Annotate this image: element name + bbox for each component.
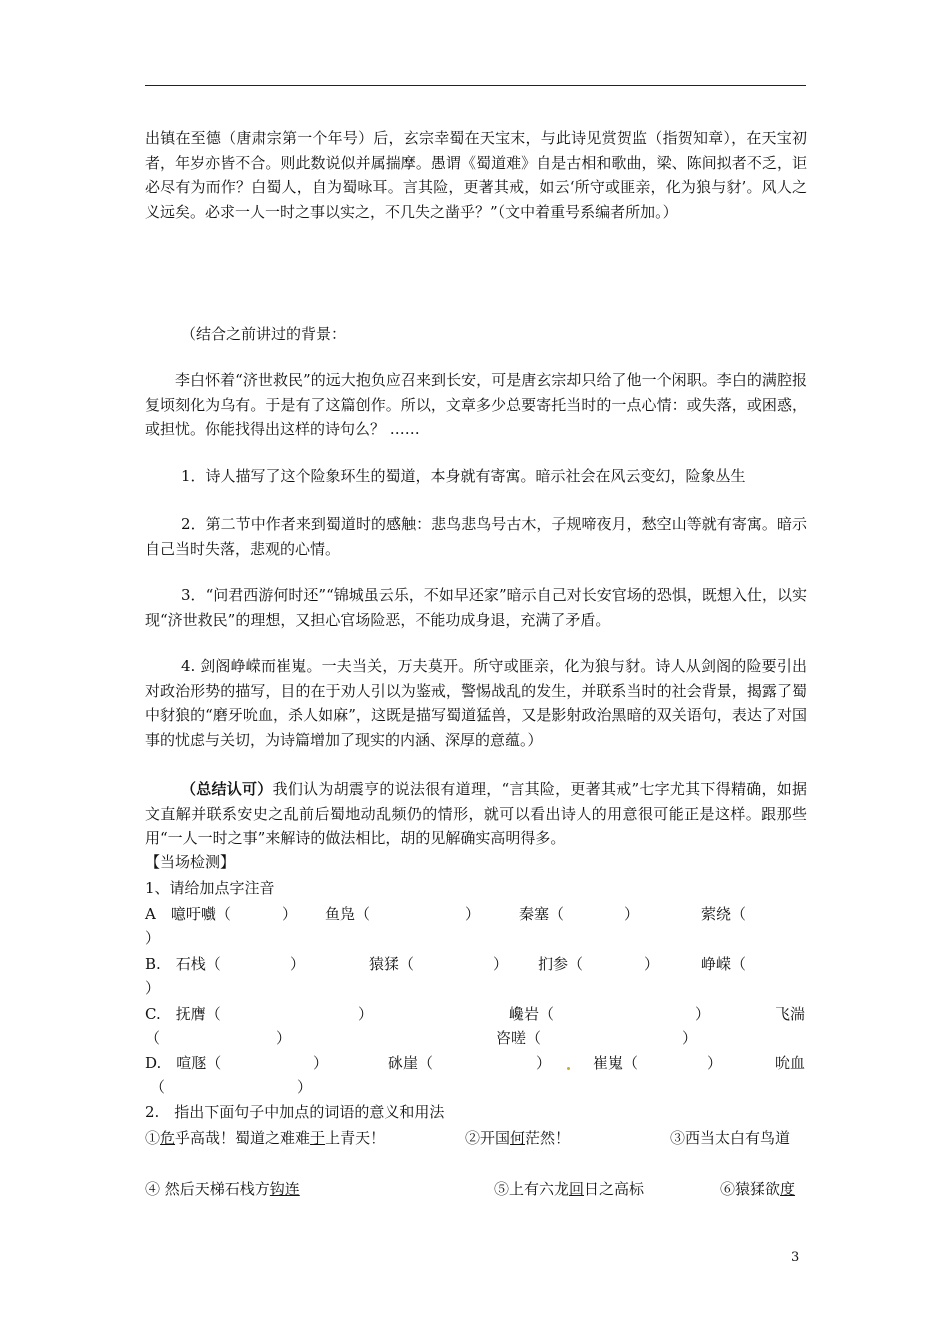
q2-item-5 — [494, 1179, 644, 1199]
point-1 — [145, 464, 807, 489]
q2-item-5-post: 日之高标 — [584, 1180, 645, 1198]
point-4-text: 4. 剑阁峥嵘而崔嵬。一夫当关，万夫莫开。所守或匪亲，化为狼与豺。诗人从剑阁的险要引出对政治形势的描写，目的在于劝人引以为鉴戒，警惕战乱的发生，并联系当时的社会背景，揭露了蜀中豺狼的“磨牙吮血，杀人如麻”，这既是描写蜀道猛兽，又是影射政治黑暗的双关语句，表达了对国事的忧虑与关切，为诗篇增加了现实的内涵、深厚的意蕴。） — [145, 657, 807, 749]
q1-title: 1、请给加点字注音 — [145, 879, 275, 897]
q1-rowC-item2: 巉岩（ — [509, 1005, 555, 1023]
q1-rowD-item4: 吮血 — [775, 1054, 806, 1072]
q1-rowD-item2: 砯崖（ — [388, 1054, 434, 1072]
intro-text: 出镇在至德（唐肃宗第一个年号）后，玄宗幸蜀在天宝末，与此诗见赏贺监（指贺知章），在天宝初者，年岁亦皆不合。则此数说似并属揣摩。愚谓《蜀道难》自是古相和歌曲，梁、陈间拟者不乏，讵必尽有为而作？白蜀人，自为蜀咏耳。言其险，更著其戒，如云‘所守或匪亲，化为狼与豺’。风人之义远矣。必求一人一时之事以实之，不几失之凿乎？”（文中着重号系编者所加。） — [145, 129, 807, 221]
q2-item-6 — [720, 1179, 795, 1199]
q2-item-1 — [145, 1128, 385, 1148]
q1-rowA-item1: A 噫吁嚱（ — [145, 905, 231, 923]
q2-item-5-word: 回 — [569, 1180, 585, 1198]
q1-rowB-item1: B. 石栈（ — [145, 955, 221, 973]
q1-rowC-item3: 飞湍 — [775, 1005, 806, 1023]
point-3 — [145, 583, 807, 632]
q1-rowD-item1: D. 喧豗（ — [145, 1054, 222, 1072]
q1-rowC-close2: ） — [695, 1005, 711, 1023]
intro-paragraph — [145, 126, 807, 224]
q1-rowD-open4: （ — [150, 1078, 166, 1096]
q1-rowC-close4: ） — [682, 1029, 698, 1047]
header-rule — [145, 85, 806, 86]
background-paragraph — [145, 368, 807, 442]
section-title: 【当场检测】 — [145, 853, 236, 871]
q1-rowD-close1: ） — [313, 1054, 329, 1072]
q1-rowD-close2: ） — [536, 1054, 552, 1072]
q1-rowA-item4: 萦绕（ — [701, 905, 747, 923]
q1-rowB-item4: 峥嵘（ — [701, 955, 747, 973]
q2-item-2-post: 茫然！ — [525, 1129, 571, 1147]
q1-rowD-item3: 崔嵬（ — [593, 1054, 639, 1072]
q1-rowC-item4: 咨嗟（ — [496, 1029, 542, 1047]
point-2-text: 2．第二节中作者来到蜀道时的感触：悲鸟悲鸟号古木，子规啼夜月，愁空山等就有寄寓。暗示自己当时失落，悲观的心情。 — [145, 515, 807, 558]
q1-rowB-close1: ） — [290, 955, 306, 973]
q2-item-6-word: 度 — [780, 1180, 796, 1198]
q2-item-1-pre: ① — [145, 1129, 161, 1147]
page-number: 3 — [791, 1250, 800, 1265]
background-heading-block — [145, 322, 807, 347]
q1-rowB-item3: 扪参（ — [538, 955, 584, 973]
summary-paragraph — [145, 777, 807, 851]
q2-item-6-pre: ⑥猿猱欲 — [720, 1180, 781, 1198]
stray-mark — [567, 1067, 570, 1070]
q2-item-1-word2: 于 — [310, 1129, 326, 1147]
q2-item-2 — [465, 1128, 570, 1148]
q2-item-4-word: 钩连 — [269, 1180, 300, 1198]
q2-item-1-mid: 乎高哉！蜀道之难难 — [175, 1129, 311, 1147]
point-1-text: 1．诗人描写了这个险象环生的蜀道，本身就有寄寓。暗示社会在风云变幻，险象丛生 — [181, 467, 746, 485]
q1-rowC-open3: （ — [145, 1029, 161, 1047]
q2-item-4 — [145, 1179, 300, 1199]
q1-rowB-close4: ） — [145, 979, 161, 997]
q1-rowA-close1: ） — [282, 905, 298, 923]
q1-rowB-close3: ） — [644, 955, 660, 973]
q1-rowC-close3: ） — [276, 1029, 292, 1047]
q2-item-3-text: ③西当太白有鸟道 — [670, 1129, 791, 1147]
background-text: 李白怀着“济世救民”的远大抱负应召来到长安，可是唐玄宗却只给了他一个闲职。李白的满腔报复顷刻化为乌有。于是有了这篇创作。所以，文章多少总要寄托当时的一点心情：或失落，或困惑，或担忧。你能找得出这样的诗句么？ …… — [145, 371, 807, 439]
q1-rowB-close2: ） — [493, 955, 509, 973]
summary-label: （总结认可） — [181, 780, 273, 798]
q1-rowA-item3: 秦塞（ — [519, 905, 565, 923]
q1-rowC-close1: ） — [358, 1005, 374, 1023]
q2-item-1-word1: 危 — [160, 1129, 176, 1147]
q2-item-3 — [670, 1128, 790, 1148]
q2-item-1-post: 上青天！ — [325, 1129, 386, 1147]
q1-rowD-close4: ） — [297, 1078, 313, 1096]
q1-rowD-close3: ） — [707, 1054, 723, 1072]
q2-item-2-pre: ②开国 — [465, 1129, 511, 1147]
summary-text: 我们认为胡震亨的说法很有道理，“言其险，更著其戒”七字尤其下得精确，如据文直解并联系安史之乱前后蜀地动乱频仍的情形，就可以看出诗人的用意很可能正是这样。跟那些用“一人一时之事”来解诗的做法相比，胡的见解确实高明得多。 — [145, 780, 807, 848]
q2-item-5-pre: ⑤上有六龙 — [494, 1180, 570, 1198]
point-4 — [145, 654, 807, 752]
q1-rowA-item2: 鱼凫（ — [325, 905, 371, 923]
q2-title: 2. 指出下面句子中加点的词语的意义和用法 — [145, 1103, 445, 1121]
q2-item-2-word: 何 — [510, 1129, 526, 1147]
point-2 — [145, 512, 807, 561]
background-heading: （结合之前讲过的背景： — [181, 325, 347, 343]
q1-rowA-close2: ） — [465, 905, 481, 923]
q2-item-4-pre: ④ 然后天梯石栈方 — [145, 1180, 270, 1198]
q1-rowB-item2: 猿猱（ — [369, 955, 415, 973]
q1-rowC-item1: C. 抚膺（ — [145, 1005, 221, 1023]
q1-rowA-close4: ） — [145, 929, 161, 947]
q1-rowA-close3: ） — [624, 905, 640, 923]
point-3-text: 3．“问君西游何时还”“锦城虽云乐，不如早还家”暗示自己对长安官场的恐惧，既想入仕，以实现“济世救民”的理想，又担心官场险恶，不能功成身退，充满了矛盾。 — [145, 586, 807, 629]
